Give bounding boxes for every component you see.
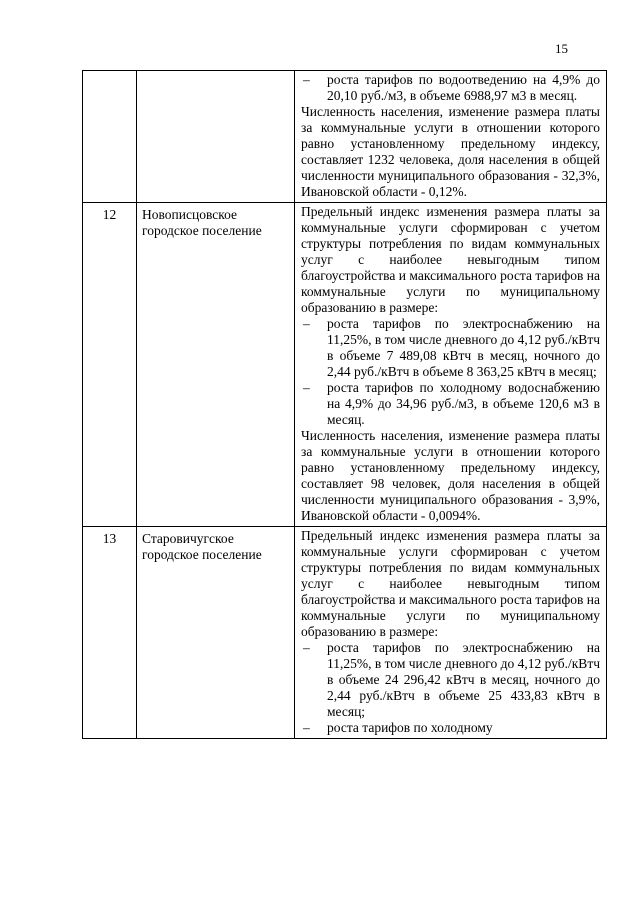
table-row <box>83 527 607 739</box>
intro-paragraph: Предельный индекс изменения размера платы за коммунальные услуги сформирован с учетом структуры потребления по видам коммунальных услуг с наиболее невыгодным типом благоустройства и максимального роста тарифов на коммунальные услуги по муниципальному образованию в размере: <box>301 204 600 315</box>
tariff-list <box>301 72 600 104</box>
row-number <box>83 71 137 203</box>
population-paragraph: Численность населения, изменение размера платы за коммунальные услуги в отношении которого равно установленному предельному индексу, составляет 98 человек, доля населения в общей численности муниципального образования - 3,9%, Ивановской области - 0,0094%. <box>301 428 600 523</box>
page-number: 15 <box>555 41 568 56</box>
municipality-name <box>137 71 295 203</box>
description-cell <box>295 203 607 527</box>
population-paragraph: Численность населения, изменение размера платы за коммунальные услуги в отношении которого равно установленному предельному индексу, составляет 1232 человека, доля населения в общей численности муниципального образования - 32,3%, Ивановской области - 0,12%. <box>301 104 600 199</box>
row-number: 12 <box>83 203 137 527</box>
list-item: – роста тарифов по электроснабжению на 11,25%, в том числе дневного до 4,12 руб./кВтч в объеме 7 489,08 кВтч в месяц, ночного до 2,44 руб./кВтч в объеме 8 363,25 кВтч в месяц; <box>301 316 600 380</box>
list-item: – роста тарифов по холодному водоснабжению на 4,9% до 34,96 руб./м3, в объеме 120,6 м3 в месяц. <box>301 380 600 428</box>
table-row <box>83 203 607 527</box>
municipality-name: Старовичугское городское поселение <box>137 527 295 739</box>
municipality-name: Новописцовское городское поселение <box>137 203 295 527</box>
tariff-table <box>82 70 607 739</box>
description-cell <box>295 527 607 739</box>
list-item: – роста тарифов по электроснабжению на 11,25%, в том числе дневного до 4,12 руб./кВтч в объеме 24 296,42 кВтч в месяц, ночного до 2,44 руб./кВтч в объеме 25 433,83 кВтч в месяц; <box>301 640 600 720</box>
tariff-list <box>301 316 600 428</box>
tariff-list <box>301 640 600 736</box>
intro-paragraph: Предельный индекс изменения размера платы за коммунальные услуги сформирован с учетом структуры потребления по видам коммунальных услуг с наиболее невыгодным типом благоустройства и максимального роста тарифов на коммунальные услуги по муниципальному образованию в размере: <box>301 528 600 639</box>
row-number: 13 <box>83 527 137 739</box>
list-item: – роста тарифов по водоотведению на 4,9% до 20,10 руб./м3, в объеме 6988,97 м3 в месяц. <box>301 72 600 104</box>
table-row <box>83 71 607 203</box>
list-item: – роста тарифов по холодному <box>301 720 600 736</box>
description-cell <box>295 71 607 203</box>
